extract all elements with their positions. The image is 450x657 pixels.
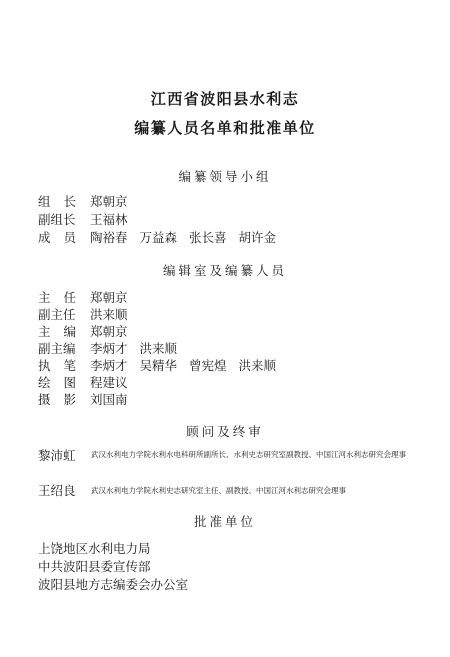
editorial-row [38, 324, 140, 340]
role-label: 组长 [38, 194, 90, 209]
person-name: 郑朝京 [90, 324, 128, 339]
role-label: 成员 [38, 230, 90, 245]
approval-unit: 中共波阳县委宣传部 [38, 559, 151, 574]
person-name: 吴精华 [139, 358, 178, 373]
leading-group-row [38, 230, 288, 246]
person-name: 刘国南 [90, 392, 128, 407]
editorial-row [38, 341, 189, 357]
editorial-row [38, 307, 140, 323]
leading-group-heading: 编纂领导小组 [178, 169, 272, 184]
editorial-row [38, 358, 288, 374]
person-name: 洪来顺 [238, 358, 277, 373]
person-name: 程建议 [90, 375, 128, 390]
approval-heading: 批准单位 [193, 514, 256, 529]
editorial-row [38, 375, 140, 391]
advisor-name: 王绍良 [38, 483, 76, 498]
person-name: 曾宪煌 [189, 358, 227, 373]
document-title-line-1: 江西省波阳县水利志 [150, 90, 300, 108]
person-name: 陶裕春 [90, 230, 128, 245]
editorial-office-heading: 编辑室及编纂人员 [162, 263, 287, 278]
role-label: 副组长 [38, 212, 76, 227]
advisor-description: 武汉水利电力学院水利史志研究室主任、副教授、中国江河水利志研究会理事 [91, 486, 346, 495]
person-name: 洪来顺 [139, 341, 178, 356]
advisor-name: 黎沛虹 [38, 448, 76, 463]
role-label: 副主编 [38, 341, 76, 356]
person-name: 李炳才 [90, 358, 128, 373]
editorial-row [38, 290, 140, 306]
approval-unit: 波阳县地方志编委会办公室 [38, 577, 189, 592]
role-label: 副主任 [38, 307, 76, 322]
advisor-description: 武汉水利电力学院水利水电科研所副所长、水利史志研究室副教授、中国江河水利志研究会理事 [91, 450, 406, 459]
person-name: 胡许金 [238, 230, 277, 245]
editorial-row [38, 392, 140, 408]
role-label: 主任 [38, 290, 90, 305]
person-name: 张长喜 [189, 230, 227, 245]
person-name: 洪来顺 [90, 307, 128, 322]
role-label: 执笔 [38, 358, 90, 373]
role-label: 主编 [38, 324, 90, 339]
advisors-heading: 顾问及终审 [186, 424, 264, 439]
person-name: 郑朝京 [90, 194, 128, 209]
approval-unit: 上饶地区水利电力局 [38, 541, 151, 556]
person-name: 王福林 [90, 212, 128, 227]
document-title-line-2: 编纂人员名单和批准单位 [134, 119, 316, 137]
person-name: 郑朝京 [90, 290, 128, 305]
role-label: 绘图 [38, 375, 90, 390]
person-name: 万益森 [139, 230, 178, 245]
role-label: 摄影 [38, 392, 90, 407]
leading-group-row [38, 194, 140, 210]
leading-group-row [38, 212, 140, 228]
person-name: 李炳才 [90, 341, 128, 356]
